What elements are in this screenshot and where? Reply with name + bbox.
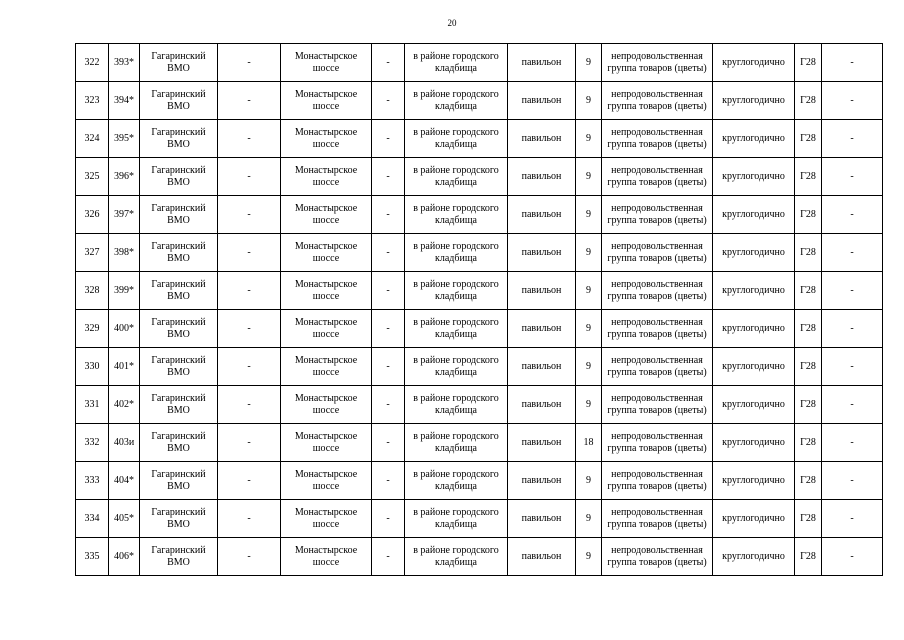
table-row bbox=[76, 82, 883, 120]
area-cell: 9 bbox=[576, 310, 602, 348]
goods-group-cell: непродовольственная группа товаров (цветы) bbox=[602, 386, 713, 424]
place-number-cell: 396* bbox=[109, 158, 140, 196]
object-type-cell: павильон bbox=[508, 424, 576, 462]
table-row bbox=[76, 424, 883, 462]
row-index-cell: 332 bbox=[76, 424, 109, 462]
goods-group-cell: непродовольственная группа товаров (цветы) bbox=[602, 272, 713, 310]
page-number: 20 bbox=[447, 18, 457, 28]
location-cell: в районе городского кладбища bbox=[405, 310, 508, 348]
period-cell: круглогодично bbox=[713, 234, 795, 272]
row-index-cell: 323 bbox=[76, 82, 109, 120]
object-type-cell: павильон bbox=[508, 44, 576, 82]
street-cell: Монастырское шоссе bbox=[281, 82, 372, 120]
object-type-cell: павильон bbox=[508, 120, 576, 158]
row-index-cell: 333 bbox=[76, 462, 109, 500]
district-cell: Гагаринский ВМО bbox=[140, 424, 218, 462]
row-index-cell: 335 bbox=[76, 538, 109, 576]
code-cell: Г28 bbox=[795, 386, 822, 424]
place-number-cell: 406* bbox=[109, 538, 140, 576]
code-cell: Г28 bbox=[795, 462, 822, 500]
location-cell: в районе городского кладбища bbox=[405, 348, 508, 386]
goods-group-cell: непродовольственная группа товаров (цветы) bbox=[602, 500, 713, 538]
empty-cell-a: - bbox=[218, 234, 281, 272]
street-cell: Монастырское шоссе bbox=[281, 158, 372, 196]
location-cell: в районе городского кладбища bbox=[405, 500, 508, 538]
period-cell: круглогодично bbox=[713, 44, 795, 82]
area-cell: 9 bbox=[576, 348, 602, 386]
goods-group-cell: непродовольственная группа товаров (цветы) bbox=[602, 120, 713, 158]
period-cell: круглогодично bbox=[713, 272, 795, 310]
empty-cell-b: - bbox=[372, 82, 405, 120]
district-cell: Гагаринский ВМО bbox=[140, 82, 218, 120]
period-cell: круглогодично bbox=[713, 386, 795, 424]
location-cell: в районе городского кладбища bbox=[405, 424, 508, 462]
street-cell: Монастырское шоссе bbox=[281, 386, 372, 424]
location-cell: в районе городского кладбища bbox=[405, 196, 508, 234]
empty-cell-a: - bbox=[218, 310, 281, 348]
goods-group-cell: непродовольственная группа товаров (цветы) bbox=[602, 462, 713, 500]
period-cell: круглогодично bbox=[713, 158, 795, 196]
code-cell: Г28 bbox=[795, 272, 822, 310]
place-number-cell: 393* bbox=[109, 44, 140, 82]
code-cell: Г28 bbox=[795, 158, 822, 196]
location-cell: в районе городского кладбища bbox=[405, 538, 508, 576]
street-cell: Монастырское шоссе bbox=[281, 44, 372, 82]
note-cell: - bbox=[822, 462, 883, 500]
empty-cell-b: - bbox=[372, 310, 405, 348]
place-number-cell: 398* bbox=[109, 234, 140, 272]
district-cell: Гагаринский ВМО bbox=[140, 462, 218, 500]
place-number-cell: 397* bbox=[109, 196, 140, 234]
empty-cell-a: - bbox=[218, 538, 281, 576]
table-row bbox=[76, 538, 883, 576]
district-cell: Гагаринский ВМО bbox=[140, 120, 218, 158]
code-cell: Г28 bbox=[795, 424, 822, 462]
goods-group-cell: непродовольственная группа товаров (цветы) bbox=[602, 538, 713, 576]
object-type-cell: павильон bbox=[508, 234, 576, 272]
code-cell: Г28 bbox=[795, 538, 822, 576]
area-cell: 9 bbox=[576, 538, 602, 576]
empty-cell-a: - bbox=[218, 82, 281, 120]
table-row bbox=[76, 386, 883, 424]
goods-group-cell: непродовольственная группа товаров (цветы) bbox=[602, 158, 713, 196]
location-cell: в районе городского кладбища bbox=[405, 462, 508, 500]
note-cell: - bbox=[822, 310, 883, 348]
code-cell: Г28 bbox=[795, 500, 822, 538]
location-cell: в районе городского кладбища bbox=[405, 44, 508, 82]
code-cell: Г28 bbox=[795, 234, 822, 272]
row-index-cell: 327 bbox=[76, 234, 109, 272]
district-cell: Гагаринский ВМО bbox=[140, 234, 218, 272]
object-type-cell: павильон bbox=[508, 386, 576, 424]
goods-group-cell: непродовольственная группа товаров (цветы) bbox=[602, 424, 713, 462]
note-cell: - bbox=[822, 272, 883, 310]
period-cell: круглогодично bbox=[713, 538, 795, 576]
period-cell: круглогодично bbox=[713, 82, 795, 120]
goods-group-cell: непродовольственная группа товаров (цветы) bbox=[602, 234, 713, 272]
district-cell: Гагаринский ВМО bbox=[140, 196, 218, 234]
area-cell: 9 bbox=[576, 82, 602, 120]
note-cell: - bbox=[822, 348, 883, 386]
place-number-cell: 405* bbox=[109, 500, 140, 538]
row-index-cell: 329 bbox=[76, 310, 109, 348]
period-cell: круглогодично bbox=[713, 462, 795, 500]
table-row bbox=[76, 234, 883, 272]
area-cell: 9 bbox=[576, 272, 602, 310]
empty-cell-b: - bbox=[372, 462, 405, 500]
note-cell: - bbox=[822, 196, 883, 234]
area-cell: 9 bbox=[576, 196, 602, 234]
street-cell: Монастырское шоссе bbox=[281, 424, 372, 462]
street-cell: Монастырское шоссе bbox=[281, 310, 372, 348]
street-cell: Монастырское шоссе bbox=[281, 272, 372, 310]
object-type-cell: павильон bbox=[508, 196, 576, 234]
table-row bbox=[76, 272, 883, 310]
empty-cell-a: - bbox=[218, 386, 281, 424]
object-type-cell: павильон bbox=[508, 272, 576, 310]
table-row bbox=[76, 348, 883, 386]
place-number-cell: 403и bbox=[109, 424, 140, 462]
district-cell: Гагаринский ВМО bbox=[140, 158, 218, 196]
district-cell: Гагаринский ВМО bbox=[140, 500, 218, 538]
place-number-cell: 402* bbox=[109, 386, 140, 424]
note-cell: - bbox=[822, 424, 883, 462]
period-cell: круглогодично bbox=[713, 424, 795, 462]
code-cell: Г28 bbox=[795, 196, 822, 234]
district-cell: Гагаринский ВМО bbox=[140, 310, 218, 348]
street-cell: Монастырское шоссе bbox=[281, 500, 372, 538]
table-row bbox=[76, 500, 883, 538]
object-type-cell: павильон bbox=[508, 348, 576, 386]
place-number-cell: 394* bbox=[109, 82, 140, 120]
area-cell: 9 bbox=[576, 158, 602, 196]
row-index-cell: 334 bbox=[76, 500, 109, 538]
street-cell: Монастырское шоссе bbox=[281, 234, 372, 272]
object-type-cell: павильон bbox=[508, 82, 576, 120]
row-index-cell: 325 bbox=[76, 158, 109, 196]
table-row bbox=[76, 196, 883, 234]
note-cell: - bbox=[822, 158, 883, 196]
code-cell: Г28 bbox=[795, 120, 822, 158]
empty-cell-b: - bbox=[372, 500, 405, 538]
empty-cell-b: - bbox=[372, 196, 405, 234]
empty-cell-a: - bbox=[218, 120, 281, 158]
street-cell: Монастырское шоссе bbox=[281, 348, 372, 386]
place-number-cell: 399* bbox=[109, 272, 140, 310]
row-index-cell: 322 bbox=[76, 44, 109, 82]
empty-cell-a: - bbox=[218, 44, 281, 82]
district-cell: Гагаринский ВМО bbox=[140, 272, 218, 310]
area-cell: 9 bbox=[576, 234, 602, 272]
note-cell: - bbox=[822, 386, 883, 424]
table-row bbox=[76, 158, 883, 196]
area-cell: 9 bbox=[576, 44, 602, 82]
table-row bbox=[76, 310, 883, 348]
table-row bbox=[76, 462, 883, 500]
district-cell: Гагаринский ВМО bbox=[140, 348, 218, 386]
empty-cell-a: - bbox=[218, 272, 281, 310]
goods-group-cell: непродовольственная группа товаров (цветы) bbox=[602, 310, 713, 348]
goods-group-cell: непродовольственная группа товаров (цветы) bbox=[602, 196, 713, 234]
location-cell: в районе городского кладбища bbox=[405, 234, 508, 272]
note-cell: - bbox=[822, 82, 883, 120]
empty-cell-a: - bbox=[218, 500, 281, 538]
object-type-cell: павильон bbox=[508, 500, 576, 538]
period-cell: круглогодично bbox=[713, 196, 795, 234]
area-cell: 9 bbox=[576, 462, 602, 500]
empty-cell-b: - bbox=[372, 424, 405, 462]
area-cell: 9 bbox=[576, 500, 602, 538]
street-cell: Монастырское шоссе bbox=[281, 120, 372, 158]
location-cell: в районе городского кладбища bbox=[405, 272, 508, 310]
location-cell: в районе городского кладбища bbox=[405, 82, 508, 120]
empty-cell-b: - bbox=[372, 538, 405, 576]
place-number-cell: 395* bbox=[109, 120, 140, 158]
period-cell: круглогодично bbox=[713, 120, 795, 158]
row-index-cell: 330 bbox=[76, 348, 109, 386]
goods-group-cell: непродовольственная группа товаров (цветы) bbox=[602, 82, 713, 120]
empty-cell-a: - bbox=[218, 348, 281, 386]
empty-cell-b: - bbox=[372, 120, 405, 158]
district-cell: Гагаринский ВМО bbox=[140, 386, 218, 424]
goods-group-cell: непродовольственная группа товаров (цветы) bbox=[602, 44, 713, 82]
table-row bbox=[76, 44, 883, 82]
place-number-cell: 404* bbox=[109, 462, 140, 500]
table-row bbox=[76, 120, 883, 158]
table-body bbox=[76, 44, 883, 576]
object-type-cell: павильон bbox=[508, 158, 576, 196]
note-cell: - bbox=[822, 44, 883, 82]
street-cell: Монастырское шоссе bbox=[281, 196, 372, 234]
district-cell: Гагаринский ВМО bbox=[140, 44, 218, 82]
empty-cell-a: - bbox=[218, 424, 281, 462]
object-type-cell: павильон bbox=[508, 462, 576, 500]
location-cell: в районе городского кладбища bbox=[405, 386, 508, 424]
location-cell: в районе городского кладбища bbox=[405, 158, 508, 196]
object-type-cell: павильон bbox=[508, 538, 576, 576]
empty-cell-a: - bbox=[218, 158, 281, 196]
row-index-cell: 328 bbox=[76, 272, 109, 310]
street-cell: Монастырское шоссе bbox=[281, 462, 372, 500]
empty-cell-b: - bbox=[372, 386, 405, 424]
code-cell: Г28 bbox=[795, 310, 822, 348]
place-number-cell: 400* bbox=[109, 310, 140, 348]
note-cell: - bbox=[822, 120, 883, 158]
code-cell: Г28 bbox=[795, 348, 822, 386]
area-cell: 18 bbox=[576, 424, 602, 462]
code-cell: Г28 bbox=[795, 44, 822, 82]
empty-cell-b: - bbox=[372, 348, 405, 386]
period-cell: круглогодично bbox=[713, 348, 795, 386]
empty-cell-a: - bbox=[218, 196, 281, 234]
place-number-cell: 401* bbox=[109, 348, 140, 386]
area-cell: 9 bbox=[576, 120, 602, 158]
goods-group-cell: непродовольственная группа товаров (цветы) bbox=[602, 348, 713, 386]
row-index-cell: 324 bbox=[76, 120, 109, 158]
period-cell: круглогодично bbox=[713, 500, 795, 538]
empty-cell-a: - bbox=[218, 462, 281, 500]
empty-cell-b: - bbox=[372, 158, 405, 196]
note-cell: - bbox=[822, 234, 883, 272]
note-cell: - bbox=[822, 500, 883, 538]
row-index-cell: 326 bbox=[76, 196, 109, 234]
object-type-cell: павильон bbox=[508, 310, 576, 348]
empty-cell-b: - bbox=[372, 272, 405, 310]
registry-table bbox=[75, 43, 883, 576]
note-cell: - bbox=[822, 538, 883, 576]
district-cell: Гагаринский ВМО bbox=[140, 538, 218, 576]
street-cell: Монастырское шоссе bbox=[281, 538, 372, 576]
period-cell: круглогодично bbox=[713, 310, 795, 348]
code-cell: Г28 bbox=[795, 82, 822, 120]
location-cell: в районе городского кладбища bbox=[405, 120, 508, 158]
row-index-cell: 331 bbox=[76, 386, 109, 424]
empty-cell-b: - bbox=[372, 234, 405, 272]
empty-cell-b: - bbox=[372, 44, 405, 82]
area-cell: 9 bbox=[576, 386, 602, 424]
